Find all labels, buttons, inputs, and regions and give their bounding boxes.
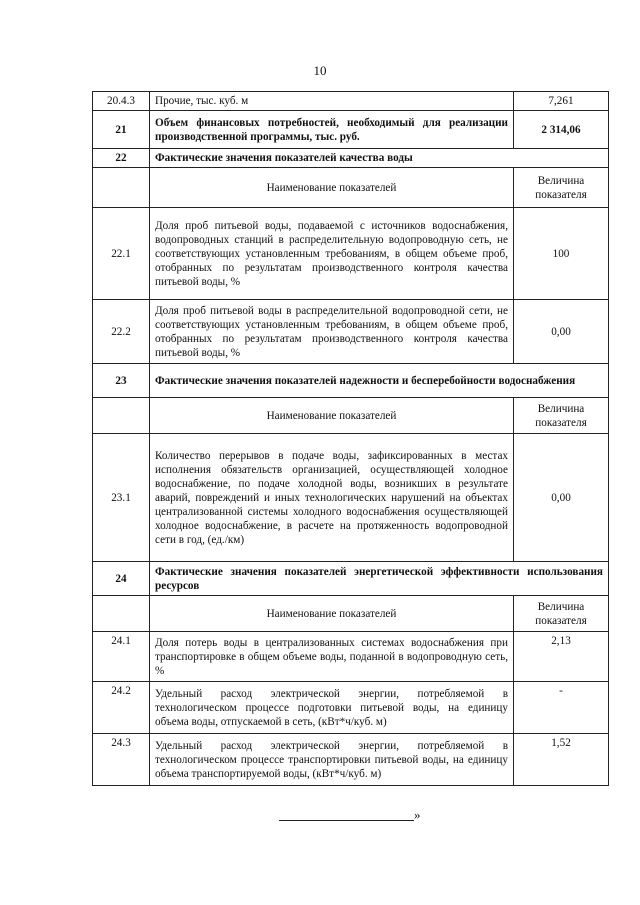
table-row [93, 632, 609, 682]
table-row [93, 208, 609, 300]
section-number: 22 [93, 149, 150, 168]
closing-quote: » [414, 807, 421, 822]
section-title: Объем финансовых потребностей, необходимый для реализации производственной программы, тыс. руб. [150, 111, 514, 149]
row-text: Доля проб питьевой воды в распределительной водопроводной сети, не соответствующих установленным требованиям, в общем объеме проб, отобранных по результатам производственного контроля качества питьевой воды, % [150, 300, 514, 364]
row-text: Доля потерь воды в централизованных системах водоснабжения при транспортировке в общем объеме воды, поданной в водопроводную сеть, % [150, 632, 514, 682]
row-number: 20.4.3 [93, 92, 150, 111]
row-text: Удельный расход электрической энергии, потребляемой в технологическом процессе подготовки питьевой воды, на единицу объема воды, отпускаемой в сеть, (кВт*ч/куб. м) [150, 682, 514, 734]
row-number: 24.3 [93, 734, 150, 786]
section-row [93, 562, 609, 596]
row-number: 24.1 [93, 632, 150, 682]
section-title: Фактические значения показателей надежности и бесперебойности водоснабжения [150, 364, 609, 398]
section-title: Фактические значения показателей энергетической эффективности использования ресурсов [150, 562, 609, 596]
column-header-value: Величина показателя [514, 168, 609, 208]
table-row [93, 300, 609, 364]
section-number: 21 [93, 111, 150, 149]
header-row [93, 168, 609, 208]
row-number: 24.2 [93, 682, 150, 734]
row-value: 7,261 [514, 92, 609, 111]
section-number: 23 [93, 364, 150, 398]
table-row [93, 434, 609, 562]
row-text: Доля проб питьевой воды, подаваемой с источников водоснабжения, водопроводных станций в распределительную водопроводную сеть, не соответствующих установленным требованиям, в общем объеме проб, отобранных по результатам производственного контроля качества питьевой воды, % [150, 208, 514, 300]
column-header-name: Наименование показателей [150, 398, 514, 434]
row-value: 0,00 [514, 434, 609, 562]
row-text: Количество перерывов в подаче воды, зафиксированных в местах исполнения обязательств организацией, осуществляющей холодное водоснабжение, по подаче холодной воды, возникших в результате аварий, повреждений и иных технологических нарушений на объектах централизованной системы холодного водоснабжения осуществляющей холодное водоснабжение, в расчете на протяженность водопроводной сети в год, (ед./км) [150, 434, 514, 562]
row-text: Прочие, тыс. куб. м [150, 92, 514, 111]
table-row [93, 111, 609, 149]
table-row [93, 734, 609, 786]
row-text: Удельный расход электрической энергии, потребляемой в технологическом процессе транспортировки питьевой воды, на единицу объема транспортируемой воды, (кВт*ч/куб. м) [150, 734, 514, 786]
row-value: 0,00 [514, 300, 609, 364]
closing-mark [279, 807, 421, 823]
row-value: - [514, 682, 609, 734]
row-number: 23.1 [93, 434, 150, 562]
header-row [93, 398, 609, 434]
section-row [93, 149, 609, 168]
header-row [93, 596, 609, 632]
row-value: 100 [514, 208, 609, 300]
row-value: 2,13 [514, 632, 609, 682]
table-row [93, 682, 609, 734]
section-title: Фактические значения показателей качества воды [150, 149, 609, 168]
table-row [93, 92, 609, 111]
section-number: 24 [93, 562, 150, 596]
row-number: 22.2 [93, 300, 150, 364]
signature-line [279, 811, 414, 821]
page-number: 10 [313, 63, 327, 78]
column-header-name: Наименование показателей [150, 596, 514, 632]
column-header-value: Величина показателя [514, 596, 609, 632]
row-value: 1,52 [514, 734, 609, 786]
column-header-name: Наименование показателей [150, 168, 514, 208]
row-number: 22.1 [93, 208, 150, 300]
indicators-table [92, 91, 609, 786]
column-header-value: Величина показателя [514, 398, 609, 434]
section-row [93, 364, 609, 398]
row-value: 2 314,06 [514, 111, 609, 149]
